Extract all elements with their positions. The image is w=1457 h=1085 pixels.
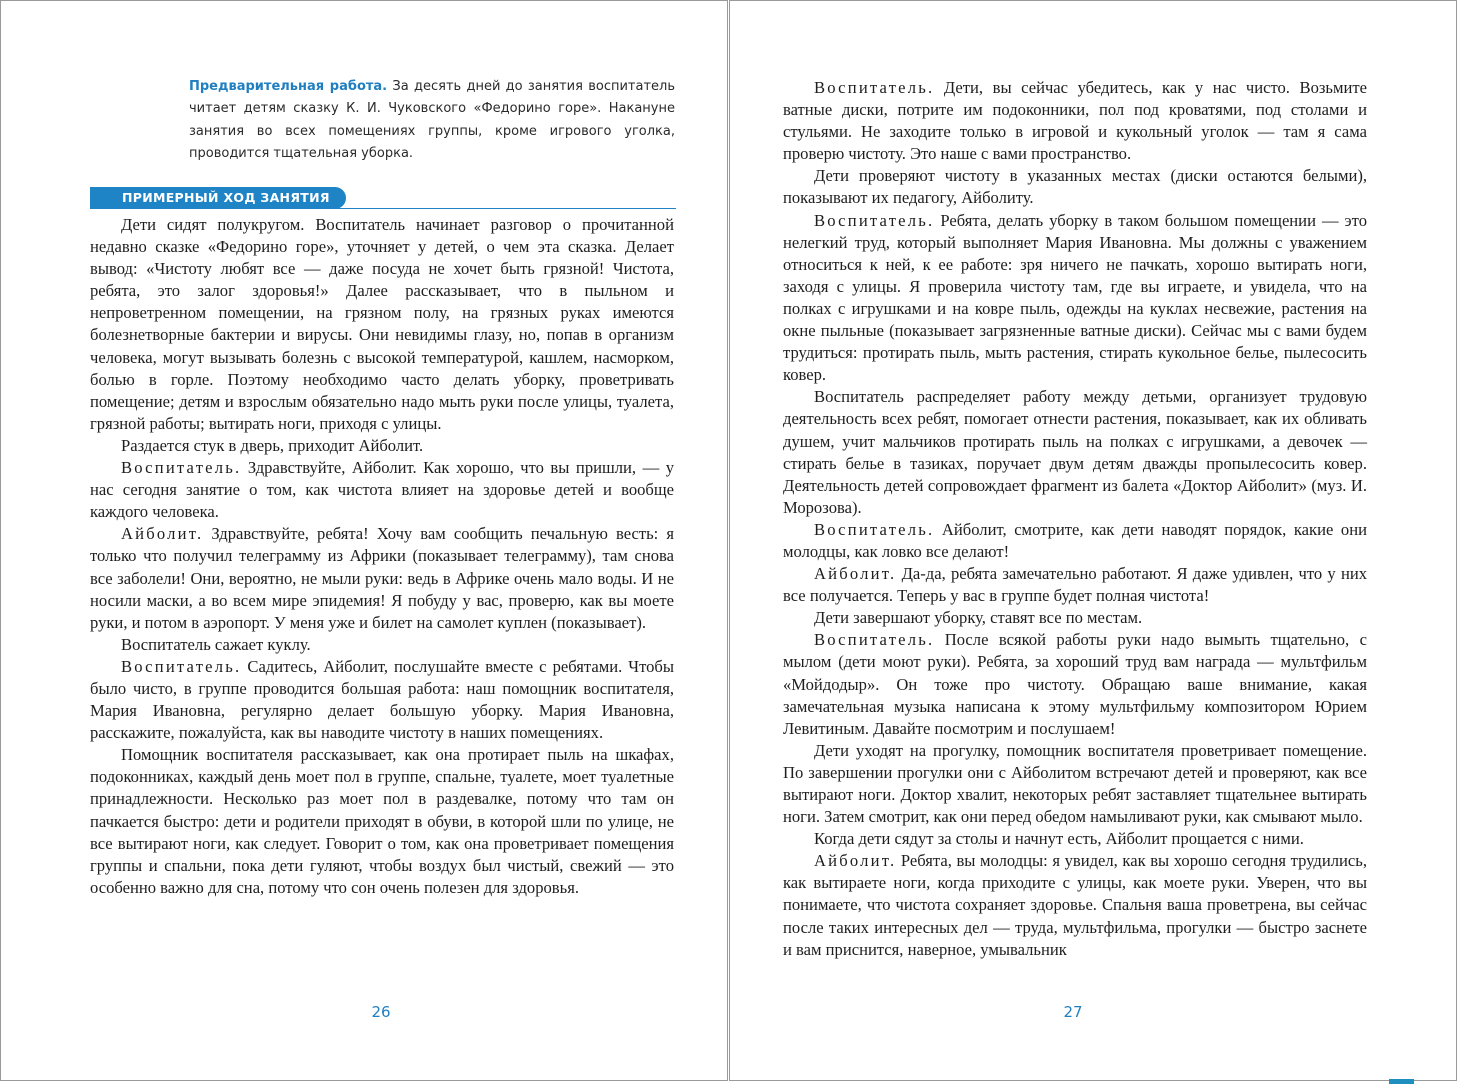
preliminary-work-label: Предварительная работа. xyxy=(189,79,388,94)
section-divider xyxy=(90,208,676,209)
corner-mark xyxy=(1389,1079,1414,1084)
speaker-name: Айболит. xyxy=(121,524,204,544)
speaker-name: Айболит. xyxy=(814,564,897,584)
preliminary-work-text: За десять дней до занятия воспитатель читает детям сказку К. И. Чуковского «Федорино горе». Накануне занятия во всех помещениях группы, кроме игрового уголка, проводится тщательная уборка. xyxy=(189,79,676,162)
speaker-name: Воспитатель. xyxy=(814,210,935,230)
paragraph xyxy=(783,740,1367,828)
paragraph xyxy=(90,214,674,435)
page-number-right: 27 xyxy=(1063,1003,1083,1021)
paragraph-text: Ребята, вы молодцы: я увидел, как вы хорошо сегодня трудились, как вытираете ноги, когда приходите с улицы, как моете руки. Уверен, что вы понимаете, что чистота сохраняет здоровье. Спальня ваша проветрена, вы сейчас после таких интересных дел — труда, мультфильма, прогулки — быстро заснете и вам приснится, наверное, умывальник xyxy=(783,851,1367,959)
paragraph xyxy=(783,165,1367,209)
paragraph-text: Когда дети сядут за столы и начнут есть, Айболит прощается с ними. xyxy=(814,829,1304,849)
paragraph-text: Раздается стук в дверь, приходит Айболит. xyxy=(121,435,424,455)
paragraph-text: Ребята, делать уборку в таком большом помещении — это нелегкий труд, который выполняет Мария Ивановна. Мы должны с уважением относиться к ней, к ее работе: зря ничего не пачкать, хорошо вытирать ноги, заходя с улицы. Я проверила чистоту там, где вы играете, и увидела, что на полках с игрушками и на ковре пыль, одежды на куклах несвежие, растения на окне пыльные (показывает загрязненные ватные диски). Сейчас мы с вами будем трудиться: протирать пыль, мыть растения, стирать кукольное белье, пылесосить ковер. xyxy=(783,210,1368,385)
paragraph-text: Садитесь, Айболит, послушайте вместе с ребятами. Чтобы было чисто, в группе проводится большая работа: наш помощник воспитателя, Мария Ивановна, регулярно делает большую уборку. Мария Ивановна, расскажите, пожалуйста, как вы наводите чистоту в наших помещениях. xyxy=(90,656,674,743)
paragraph xyxy=(783,828,1367,850)
paragraph-text: Дети, вы сейчас убедитесь, как у нас чисто. Возьмите ватные диски, потрите им подоконники, пол под кроватями, под столами и стульями. Не заходите только в игровой и кукольный уголок — там я сама проверю чистоту. Это наше с вами пространство. xyxy=(783,78,1367,164)
paragraph-text: Здравствуйте, Айболит. Как хорошо, что вы пришли, — у нас сегодня занятие о том, как чистота влияет на здоровье детей и вообще каждого человека. xyxy=(90,458,675,522)
page-number-left: 26 xyxy=(371,1003,391,1021)
paragraph xyxy=(783,386,1367,519)
paragraph xyxy=(90,435,674,457)
paragraph-text: Здравствуйте, ребята! Хочу вам сообщить печальную весть: я только что получил телеграмму из Африки (показывает телеграмму), там снова все заболели! Они, вероятно, не мыли руки: ведь в Африке очень мало воды. И не носили маски, а во всем мире эпидемия! Я побуду у вас, проверю, как вы моете руки, и потом в аэропорт. У меня уже и билет на самолет куплен (показывает). xyxy=(90,524,674,632)
speaker-name: Воспитатель. xyxy=(814,630,935,650)
paragraph-text: Дети сидят полукругом. Воспитатель начинает разговор о прочитанной недавно сказке «Федорино горе», уточняет у детей, о чем эта сказка. Делает вывод: «Чистоту любят все — даже посуда не хочет быть грязной! Чистота, ребята, это залог здоровья!» Далее рассказывает, что в пыльном и непроветренном помещении, на грязном полу, на грязных руках имеются болезнетворные бактерии и вирусы. Они невидимы глазу, но, попав в организм человека, могут вызывать болезнь с высокой температурой, кашлем, насморком, болью в горле. Поэтому необходимо часто делать уборку, проветривать помещение; детям и взрослым обязательно надо мыть руки после улицы, туалета, грязной работы; вытирать ноги, приходя с улицы. xyxy=(90,215,674,433)
preliminary-work-block xyxy=(189,76,675,166)
paragraph xyxy=(783,850,1367,960)
paragraph xyxy=(783,607,1367,629)
paragraph-text: После всякой работы руки надо вымыть тщательно, с мылом (дети моют руки). Ребята, за хороший труд вам награда — мультфильм «Мойдодыр». Он тоже про чистоту. Обращаю ваше внимание, какая замечательная музыка написана к этому мультфильму композитором Юрием Левитиным. Давайте посмотрим и послушаем! xyxy=(783,630,1367,738)
paragraph xyxy=(90,634,674,656)
paragraph-text: Дети проверяют чистоту в указанных местах (диски остаются белыми), показывают их педагогу, Айболиту. xyxy=(783,166,1367,208)
paragraph xyxy=(783,629,1367,739)
paragraph-text: Дети уходят на прогулку, помощник воспитателя проветривает помещение. По завершении прогулки они с Айболитом встречают детей и проверяют, как все вытирают ноги. Доктор хвалит, некоторых ребят заставляет тщательнее вытирать ноги. Затем смотрит, как они перед обедом намыливают руки, как смывают мыло. xyxy=(783,740,1367,827)
paragraph xyxy=(90,457,674,523)
paragraph-text: Дети завершают уборку, ставят все по местам. xyxy=(814,608,1143,628)
paragraph xyxy=(783,210,1367,387)
speaker-name: Воспитатель. xyxy=(814,519,935,539)
right-page-text xyxy=(783,77,1367,961)
left-page-text xyxy=(90,214,674,899)
paragraph xyxy=(90,523,674,633)
speaker-name: Айболит. xyxy=(814,851,897,871)
paragraph-text: Помощник воспитателя рассказывает, как она протирает пыль на шкафах, подоконниках, каждый день моет пол в группе, спальне, туалете, моет туалетные принадлежности. Несколько раз моет пол в раздевалке, потому что там он пачкается быстро: дети и родители приходят в обуви, в которой шли по улице, не все вытирают ноги, как следует. Говорит о том, как она проветривает помещения группы и спальни, пока дети гуляют, чтобы воздух был чистый, свежий — это особенно важно для сна, потому что сон очень полезен для здоровья. xyxy=(90,745,674,897)
speaker-name: Воспитатель. xyxy=(121,656,242,676)
paragraph xyxy=(783,563,1367,607)
paragraph xyxy=(90,744,674,899)
paragraph-text: Воспитатель распределяет работу между детьми, организует трудовую деятельность всех ребят, помогает отнести растения, показывает, как их обливать душем, учит мальчиков протирать пыль на полках с игрушками, а девочек — стирать белье в тазиках, поручает двум детям дважды пропылесосить ковер. Деятельность детей сопровождает фрагмент из балета «Доктор Айболит» (муз. И. Морозова). xyxy=(783,387,1367,517)
speaker-name: Воспитатель. xyxy=(814,78,935,97)
paragraph-text: Воспитатель сажает куклу. xyxy=(121,634,311,654)
speaker-name: Воспитатель. xyxy=(121,458,242,478)
paragraph xyxy=(90,656,674,744)
section-heading: ПРИМЕРНЫЙ ХОД ЗАНЯТИЯ xyxy=(90,187,346,209)
paragraph-text: Айболит, смотрите, как дети наводят порядок, какие они молодцы, как ловко все делают! xyxy=(783,519,1367,561)
paragraph-text: Да-да, ребята замечательно работают. Я даже удивлен, что у них все получается. Теперь у вас в группе будет полная чистота! xyxy=(783,564,1368,606)
paragraph xyxy=(783,77,1367,165)
paragraph xyxy=(783,519,1367,563)
